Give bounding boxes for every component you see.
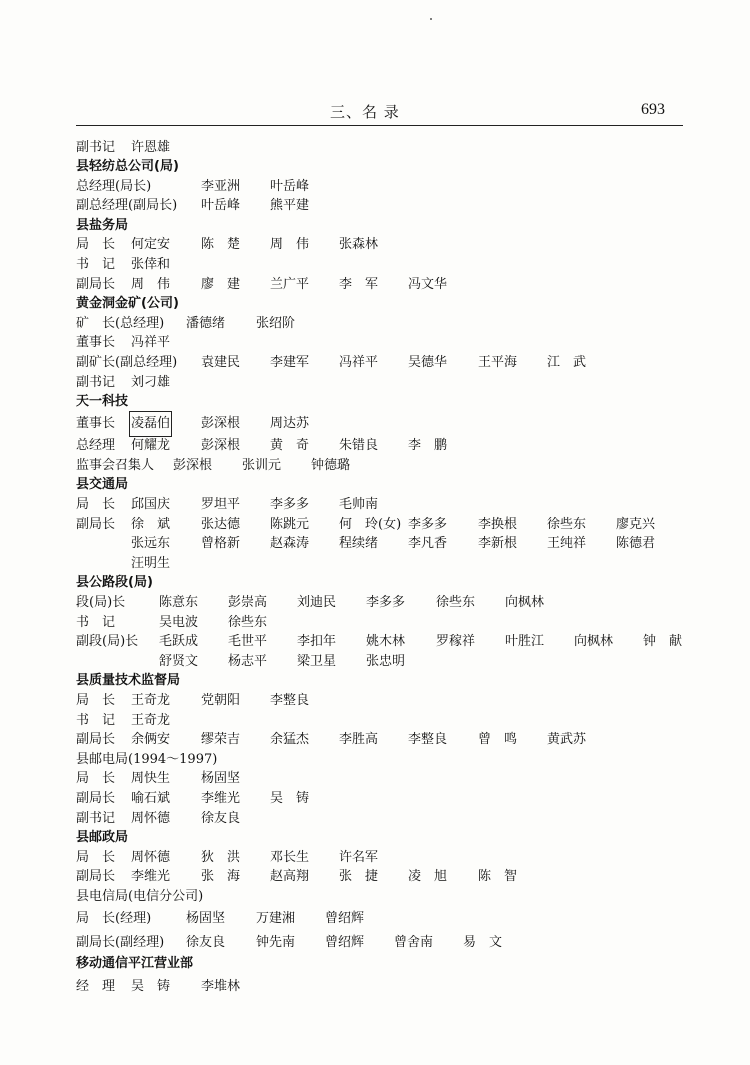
- section-heading-text: 县交通局: [76, 477, 129, 492]
- person-name: 徐 斌: [131, 517, 171, 532]
- position-title: 副局长: [76, 277, 116, 292]
- person-name: 曾格新: [201, 536, 241, 551]
- person-name: 吴 铸: [270, 791, 310, 806]
- person-name: 徐友良: [186, 935, 226, 950]
- person-name: 杨固坚: [201, 771, 241, 786]
- position-title: 副局长(副经理): [76, 935, 165, 950]
- person-name: 冯文华: [408, 277, 448, 292]
- person-name: 曾 鸣: [478, 732, 518, 747]
- person-name: 罗稼祥: [436, 634, 476, 649]
- person-name: 凌 旭: [408, 869, 448, 884]
- person-name: 张忠明: [366, 654, 406, 669]
- person-name: 陈跳元: [270, 517, 310, 532]
- person-name: 张森林: [339, 237, 379, 252]
- position-title: 局 长: [76, 850, 116, 865]
- person-name: 李整良: [270, 693, 310, 708]
- person-name: 毛跃成: [159, 634, 199, 649]
- person-name: 王平海: [478, 355, 518, 370]
- person-name: 凌磊伯: [131, 413, 170, 435]
- person-name: 王纯祥: [547, 536, 587, 551]
- position-title: 县邮电局(1994～1997): [76, 752, 218, 767]
- section-heading-text: 黄金洞金矿(公司): [76, 296, 179, 311]
- position-title: 段(局)长: [76, 595, 126, 610]
- person-name: 余猛杰: [270, 732, 310, 747]
- person-name: 何 玲(女): [339, 517, 402, 532]
- position-title: 副总经理(副局长): [76, 198, 178, 213]
- person-name: 李建军: [270, 355, 310, 370]
- person-name: 邓长生: [270, 850, 310, 865]
- person-name: 张 捷: [339, 869, 379, 884]
- person-name: 姚木林: [366, 634, 406, 649]
- person-name: 毛世平: [228, 634, 268, 649]
- person-name: 张达德: [201, 517, 241, 532]
- person-name: 李 鹏: [408, 438, 448, 453]
- person-name: 赵高翔: [270, 869, 310, 884]
- person-name: 程续绪: [339, 536, 379, 551]
- section-heading-text: 移动通信平江营业部: [76, 956, 194, 971]
- person-name: 余俩安: [131, 732, 171, 747]
- person-name: 李多多: [408, 517, 448, 532]
- person-name: 李维光: [201, 791, 241, 806]
- position-title: 副局长: [76, 791, 116, 806]
- person-name: 杨志平: [228, 654, 268, 669]
- person-name: 钟 献: [643, 634, 683, 649]
- person-name: 廖克兴: [616, 517, 656, 532]
- position-title: 副矿长(副总经理): [76, 355, 178, 370]
- person-name: 赵森涛: [270, 536, 310, 551]
- person-name: 喻石斌: [131, 791, 171, 806]
- position-title: 总经理(局长): [76, 179, 152, 194]
- position-title: 副段(局)长: [76, 634, 139, 649]
- section-heading-text: 天一科技: [76, 394, 129, 409]
- person-name: 彭深根: [201, 416, 241, 431]
- section-heading-text: 县公路段(局): [76, 575, 153, 590]
- person-name: 许名军: [339, 850, 379, 865]
- person-name: 叶岳峰: [270, 179, 310, 194]
- section-heading-text: 县质量技术监督局: [76, 673, 181, 688]
- person-name: 曾绍辉: [325, 935, 365, 950]
- position-title: 局 长: [76, 237, 116, 252]
- section-heading-text: 县轻纺总公司(局): [76, 159, 179, 174]
- person-name: 吴 铸: [131, 979, 171, 994]
- person-name: 舒贤文: [159, 654, 199, 669]
- position-title: 副局长: [76, 732, 116, 747]
- person-name: 张远东: [131, 536, 171, 551]
- position-title: 总经理: [76, 438, 116, 453]
- person-name: 潘德绪: [186, 316, 226, 331]
- position-title: 局 长: [76, 771, 116, 786]
- position-title: 副局长: [76, 517, 116, 532]
- position-title: 书 记: [76, 615, 116, 630]
- person-name: 冯祥平: [131, 335, 171, 350]
- person-name: 毛帅南: [339, 497, 379, 512]
- person-name: 梁卫星: [297, 654, 337, 669]
- position-title: 经 理: [76, 979, 116, 994]
- position-title: 书 记: [76, 713, 116, 728]
- person-name: 党朝阳: [201, 693, 241, 708]
- person-name: 曾舍南: [394, 935, 434, 950]
- person-name: 刘刁雄: [131, 375, 171, 390]
- person-name: 周怀德: [131, 850, 171, 865]
- person-name: 何耀龙: [131, 438, 171, 453]
- position-title: 局 长: [76, 497, 116, 512]
- section-heading-text: 县邮政局: [76, 830, 129, 845]
- person-name: 周 伟: [270, 237, 310, 252]
- person-name: 钟德璐: [311, 458, 351, 473]
- person-name: 徐些东: [228, 615, 268, 630]
- header-rule: [76, 125, 683, 126]
- person-name: 李 军: [339, 277, 379, 292]
- person-name: 李凡香: [408, 536, 448, 551]
- position-title: 副书记: [76, 140, 116, 155]
- person-name: 陈德君: [616, 536, 656, 551]
- position-title: 副书记: [76, 375, 116, 390]
- person-name: 周 伟: [131, 277, 171, 292]
- person-name: 万建湘: [256, 911, 296, 926]
- person-name: 吴德华: [408, 355, 448, 370]
- running-header-title: 三、名 录: [330, 103, 400, 121]
- person-name: 曾绍辉: [325, 911, 365, 926]
- person-name: 黄 奇: [270, 438, 310, 453]
- person-name: 李堆林: [201, 979, 241, 994]
- person-name: 黄武苏: [547, 732, 587, 747]
- person-name: 王奇龙: [131, 693, 171, 708]
- person-name: 李多多: [366, 595, 406, 610]
- person-name: 江 武: [547, 355, 587, 370]
- person-name: 吴电波: [159, 615, 199, 630]
- person-name: 缪荣吉: [201, 732, 241, 747]
- person-name: 徐些东: [436, 595, 476, 610]
- person-name: 钟先南: [256, 935, 296, 950]
- person-name: 李整良: [408, 732, 448, 747]
- person-name: 袁建民: [201, 355, 241, 370]
- person-name: 何定安: [131, 237, 171, 252]
- scan-speck: [430, 18, 432, 20]
- person-name: 李新根: [478, 536, 518, 551]
- person-name: 廖 建: [201, 277, 241, 292]
- person-name: 邱国庆: [131, 497, 171, 512]
- person-name: 李多多: [270, 497, 310, 512]
- position-title: 副局长: [76, 869, 116, 884]
- person-name: 叶胜江: [505, 634, 545, 649]
- position-title: 董事长: [76, 416, 116, 431]
- person-name: 狄 洪: [201, 850, 241, 865]
- person-name: 汪明生: [131, 556, 171, 571]
- person-name: 刘迪民: [297, 595, 337, 610]
- position-title: 矿 长(总经理): [76, 316, 165, 331]
- person-name: 李扣年: [297, 634, 337, 649]
- person-name: 徐友良: [201, 811, 241, 826]
- person-name: 陈 智: [478, 869, 518, 884]
- position-title: 监事会召集人: [76, 458, 155, 473]
- position-title: 书 记: [76, 257, 116, 272]
- person-name: 杨固坚: [186, 911, 226, 926]
- person-name: 许恩雄: [131, 140, 171, 155]
- position-title: 副书记: [76, 811, 116, 826]
- person-name: 兰广平: [270, 277, 310, 292]
- person-name: 彭深根: [201, 438, 241, 453]
- person-name: 易 文: [463, 935, 503, 950]
- person-name: 周达苏: [270, 416, 310, 431]
- person-name: 张绍阶: [256, 316, 296, 331]
- person-name: 熊平建: [270, 198, 310, 213]
- person-name: 彭深根: [173, 458, 213, 473]
- person-name: 陈 楚: [201, 237, 241, 252]
- person-name: 叶岳峰: [201, 198, 241, 213]
- position-title: 局 长: [76, 693, 116, 708]
- person-name: 李亚洲: [201, 179, 241, 194]
- person-name: 李维光: [131, 869, 171, 884]
- person-name: 周怀德: [131, 811, 171, 826]
- position-title: 县电信局(电信分公司): [76, 889, 204, 904]
- person-name: 王奇龙: [131, 713, 171, 728]
- person-name: 李胜高: [339, 732, 379, 747]
- person-name: 李换根: [478, 517, 518, 532]
- person-name: 张 海: [201, 869, 241, 884]
- person-name: 冯祥平: [339, 355, 379, 370]
- person-name: 罗坦平: [201, 497, 241, 512]
- person-name: 朱错良: [339, 438, 379, 453]
- person-name: 彭崇高: [228, 595, 268, 610]
- person-name: 周快生: [131, 771, 171, 786]
- position-title: 董事长: [76, 335, 116, 350]
- person-name: 陈意东: [159, 595, 199, 610]
- page-number: 693: [641, 101, 665, 118]
- person-name: 张倖和: [131, 257, 171, 272]
- person-name: 向枫林: [574, 634, 614, 649]
- section-heading-text: 县盐务局: [76, 218, 129, 233]
- person-name: 张训元: [242, 458, 282, 473]
- position-title: 局 长(经理): [76, 911, 152, 926]
- person-name: 徐些东: [547, 517, 587, 532]
- person-name: 向枫林: [505, 595, 545, 610]
